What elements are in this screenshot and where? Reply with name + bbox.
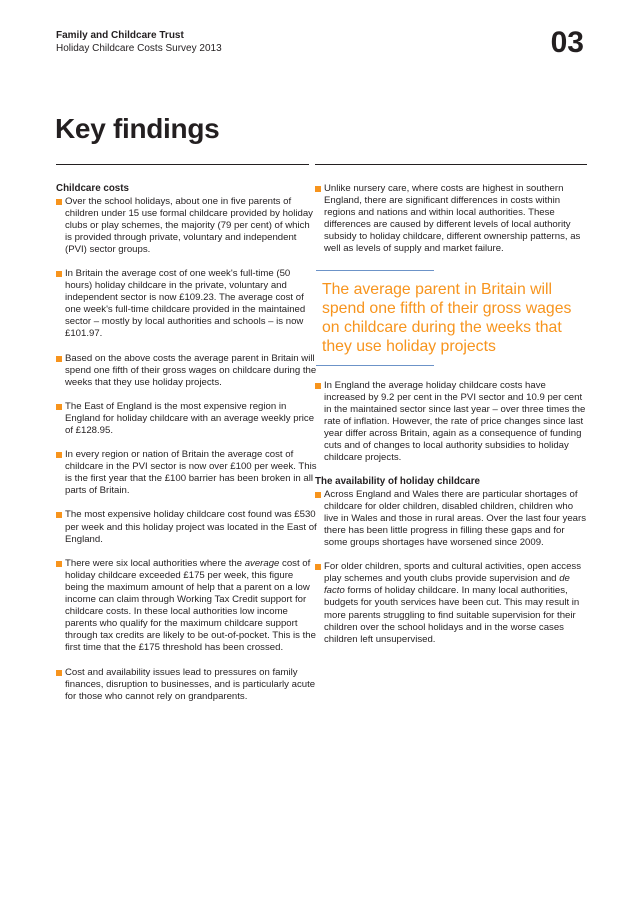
section-heading-availability: The availability of holiday childcare	[315, 476, 480, 488]
list-item: Based on the above costs the average parent in Britain will spend one fifth of their gross wages on childcare during the weeks that they use holiday projects.	[56, 353, 318, 389]
list-item: In every region or nation of Britain the average cost of childcare in the PVI sector is now over £100 per week. This is the first year that the £100 barrier has been broken in all parts of Britain.	[56, 449, 318, 497]
list-item: Unlike nursery care, where costs are highest in southern England, there are significant differences in costs within regions and nations and within local authorities. These differences are caused by different levels of local authority subsidy to holiday childcare, different ownership patterns, as well as levels of supply and market failure.	[315, 183, 587, 256]
list-item: Over the school holidays, about one in five parents of children under 15 use formal childcare provided by holiday clubs or play schemes, the majority (79 per cent) of which is provided through private, voluntary and independent (PVI) sector groups.	[56, 196, 318, 256]
header-organisation: Family and Childcare Trust	[56, 30, 184, 41]
list-item	[315, 561, 587, 646]
text-segment: cost of holiday childcare exceeded £175 per week, this figure being the maximum amount of help that a parent on a low income can claim through Working Tax Credit support for childcare costs. In these local authorities low income parents who qualify for the maximum childcare support through tax credits are likely to be out-of-pocket. This is the first time that the £175 threshold has been crossed.	[65, 557, 316, 654]
pull-quote-rule-top	[316, 270, 434, 271]
header-publication: Holiday Childcare Costs Survey 2013	[56, 43, 222, 54]
text-segment: For older children, sports and cultural activities, open access play schemes and youth clubs provide supervision and	[324, 561, 582, 585]
list-item: The East of England is the most expensive region in England for holiday childcare with an average weekly price of £128.95.	[56, 401, 318, 437]
list-item: In Britain the average cost of one week's full-time (50 hours) holiday childcare in the private, voluntary and independent sector is now £109.23. The average cost of one week's full-time childcare provided in the maintained sector – mostly by local authorities and schools – is now £101.97.	[56, 268, 318, 341]
text-segment-italic: de facto	[324, 573, 570, 597]
text-segment: There were six local authorities where the	[65, 557, 245, 569]
list-item: Cost and availability issues lead to pressures on family finances, disruption to businesses, and is particularly acute for those who cannot rely on grandparents.	[56, 667, 318, 703]
title-rule-left	[56, 164, 309, 165]
pull-quote-rule-bottom	[316, 365, 434, 366]
left-column	[56, 183, 318, 715]
page-number: 03	[550, 26, 584, 59]
list-item: Across England and Wales there are particular shortages of childcare for older children, disabled children, children who live in Wales and those in rural areas. Over the last four years there has been little progress in filling these gaps and for some groups shortages have worsened since 2009.	[315, 489, 587, 549]
childcare-costs-list	[56, 196, 318, 703]
right-column	[315, 183, 587, 658]
section-heading-childcare-costs: Childcare costs	[56, 183, 129, 194]
text-segment: forms of holiday childcare. In many local authorities, budgets for youth services have been cut. This may result in more parents struggling to find suitable supervision for their children over the school holidays and in the worse cases children left unsupervised.	[324, 585, 580, 645]
pull-quote-text: The average parent in Britain will spend one fifth of their gross wages on childcare during the weeks that they use holiday projects	[322, 280, 572, 355]
availability-list	[315, 489, 587, 646]
list-item: The most expensive holiday childcare cost found was £530 per week and this holiday project was located in the East of England.	[56, 509, 318, 545]
pull-quote	[315, 270, 587, 366]
list-item: In England the average holiday childcare costs have increased by 9.2 per cent in the PVI sector and 10.9 per cent in the maintained sector since last year – over three times the rate of inflation. However, the rate of price changes since last year differ across Britain, again as a consequence of funding cuts and of changes to local authority subsidies to holiday childcare projects.	[315, 380, 587, 465]
text-segment-italic: average	[244, 557, 280, 569]
title-rule-right	[315, 164, 587, 165]
list-item	[56, 558, 318, 655]
page-title: Key findings	[55, 113, 220, 144]
